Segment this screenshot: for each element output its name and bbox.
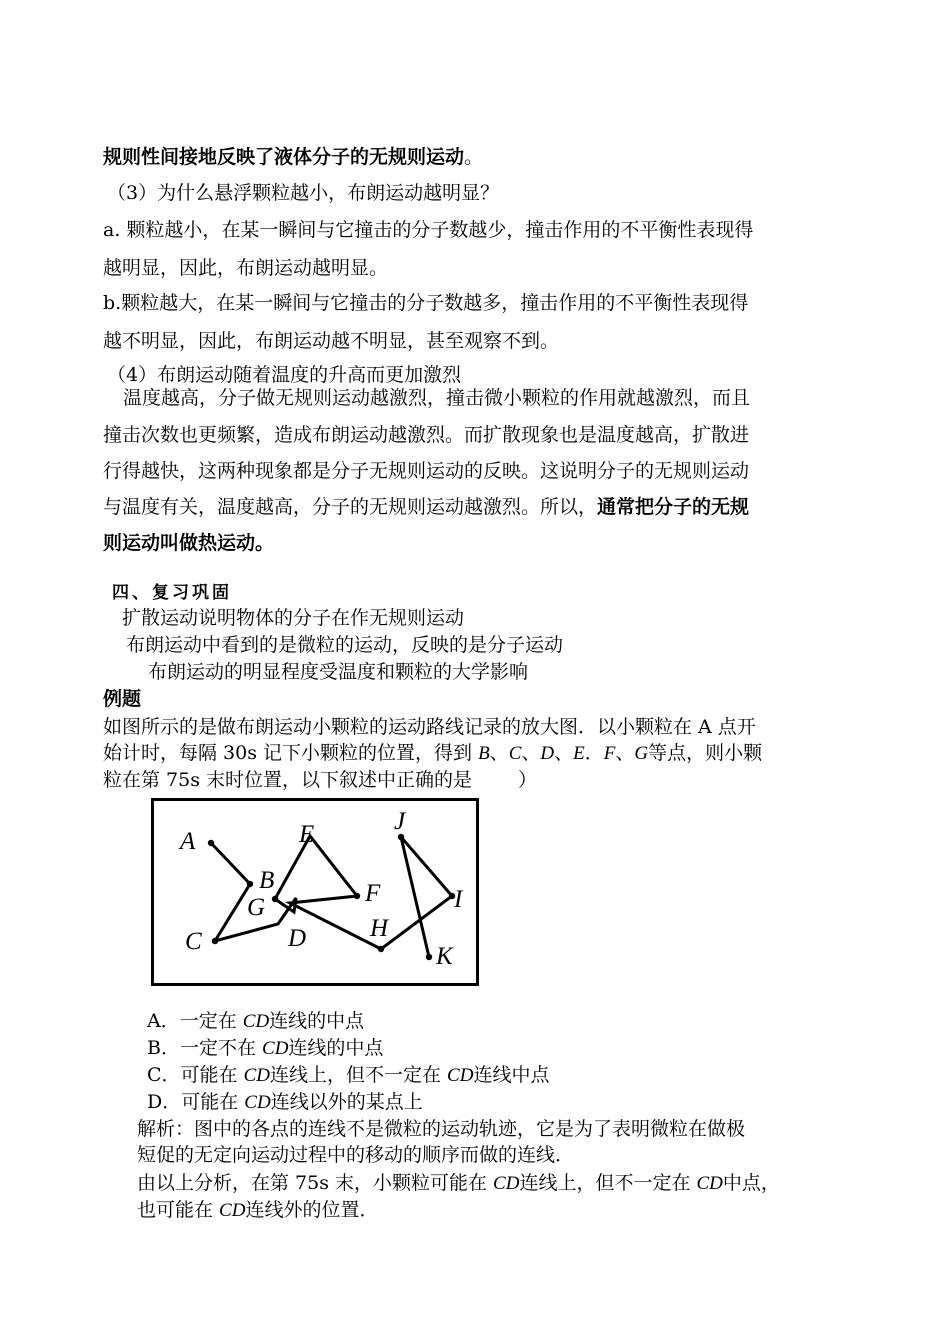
label-f: F <box>365 880 381 907</box>
example-heading: 例题 <box>103 688 142 710</box>
label-d: D <box>288 925 307 952</box>
question-heading: （4）布朗运动随着温度的升高而更加激烈 <box>107 364 462 386</box>
brownian-path-diagram <box>151 798 479 986</box>
text-line: 行得越快，这两种现象都是分子无规则运动的反映。这说明分子的无规则运动 <box>103 460 750 482</box>
point-k <box>426 954 432 960</box>
option-d: D．可能在 CD连线以外的某点上 <box>147 1091 423 1113</box>
example-question-line: 粒在第 75s 末时位置，以下叙述中正确的是 ） <box>103 769 538 791</box>
label-k: K <box>436 943 453 970</box>
point-a <box>208 840 214 846</box>
analysis-line: 也可能在 CD连线外的位置． <box>137 1199 379 1221</box>
point-f <box>354 893 360 899</box>
review-line: 扩散运动说明物体的分子在作无规则运动 <box>122 607 465 629</box>
label-b: B <box>259 867 275 894</box>
point-g <box>272 896 278 902</box>
section-heading: 四、复习巩固 <box>112 583 232 603</box>
text-line: a. 颗粒越小，在某一瞬间与它撞击的分子数越少，撞击作用的不平衡性表现得 <box>103 219 754 241</box>
text-line: 规则性间接地反映了液体分子的无规则运动。 <box>103 146 484 168</box>
review-line: 布朗运动中看到的是微粒的运动，反映的是分子运动 <box>126 634 564 656</box>
text-line: 越不明显，因此，布朗运动越不明显，甚至观察不到。 <box>103 330 560 352</box>
point-b <box>247 881 253 887</box>
label-e: E <box>299 821 315 848</box>
analysis-line: 由以上分析，在第 75s 末，小颗粒可能在 CD连线上，但不一定在 CD中点， <box>137 1172 780 1194</box>
example-question-line: 如图所示的是做布朗运动小颗粒的运动路线记录的放大图．以小颗粒在 A 点开 <box>103 716 756 738</box>
option-c: C．可能在 CD连线上，但不一定在 CD连线中点 <box>147 1064 550 1086</box>
analysis-line: 解析：图中的各点的连线不是微粒的运动轨迹，它是为了表明微粒在做极 <box>137 1118 746 1140</box>
point-c <box>212 938 218 944</box>
label-i: I <box>454 886 463 913</box>
analysis-line: 短促的无定向运动过程中的移动的顺序而做的连线． <box>137 1144 575 1166</box>
label-h: H <box>370 915 389 942</box>
text-line: 则运动叫做热运动。 <box>103 532 275 554</box>
label-a: A <box>180 828 196 855</box>
text-line: 撞击次数也更频繁，造成布朗运动越激烈。而扩散现象也是温度越高，扩散进 <box>103 424 750 446</box>
label-g: G <box>247 894 266 921</box>
text-line: b.颗粒越大，在某一瞬间与它撞击的分子数越多，撞击作用的不平衡性表现得 <box>103 292 749 314</box>
review-line: 布朗运动的明显程度受温度和颗粒的大学影响 <box>148 661 529 683</box>
text-line: 与温度有关，温度越高，分子的无规则运动越激烈。所以，通常把分子的无规 <box>103 496 750 518</box>
option-b: B．一定不在 CD连线的中点 <box>147 1037 384 1059</box>
label-c: C <box>185 928 202 955</box>
question-heading: （3）为什么悬浮颗粒越小，布朗运动越明显？ <box>107 182 500 204</box>
point-h <box>378 946 384 952</box>
label-j: J <box>394 808 406 835</box>
option-a: A．一定在 CD连线的中点 <box>147 1010 365 1032</box>
text-line: 温度越高，分子做无规则运动越激烈，撞击微小颗粒的作用就越激烈，而且 <box>123 387 751 409</box>
example-question-line: 始计时，每隔 30s 记下小颗粒的位置，得到 B、C、D、E．F、G等点，则小颗 <box>103 742 763 764</box>
text-line: 越明显，因此，布朗运动越明显。 <box>103 257 389 279</box>
